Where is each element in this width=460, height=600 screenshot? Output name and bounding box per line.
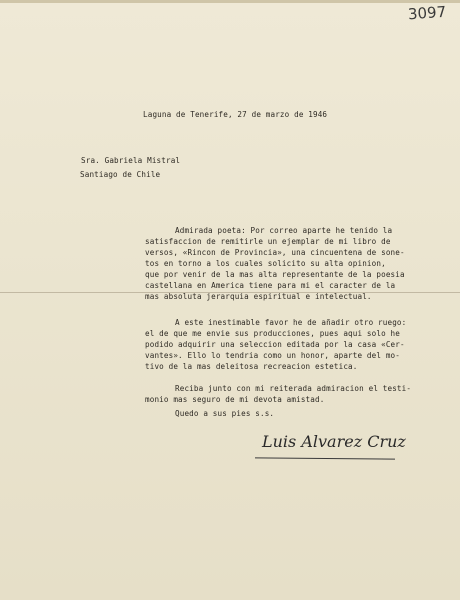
recipient-name: Sra. Gabriela Mistral [81, 156, 181, 165]
body-line: que por venir de la mas alta representante de la poesia [145, 270, 405, 279]
closing-line: Quedo a sus pies s.s. [175, 409, 275, 418]
archive-number: 3097 [407, 2, 447, 24]
body-line: versos, «Rincon de Provincia», una cincuentena de sone- [145, 248, 405, 257]
body-line: monio mas seguro de mi devota amistad. [145, 395, 325, 404]
body-line: podido adquirir una seleccion editada por la casa «Cer- [145, 340, 405, 349]
body-line: satisfaccion de remitirle un ejemplar de mi libro de [145, 237, 391, 246]
recipient-city: Santiago de Chile [80, 170, 161, 179]
handwritten-signature: Luis Alvarez Cruz [262, 432, 406, 451]
body-line: tivo de la mas deleitosa recreacion estetica. [145, 362, 358, 371]
body-line: castellana en America tiene para mi el caracter de la [145, 281, 396, 290]
body-line: mas absoluta jerarquia espiritual e intelectual. [145, 292, 372, 301]
body-line: Admirada poeta: Por correo aparte he tenido la [175, 226, 393, 235]
body-line: vantes». Ello lo tendria como un honor, aparte del mo- [145, 351, 400, 360]
body-line: A este inestimable favor he de añadir otro ruego: [175, 318, 407, 327]
date-line: Laguna de Tenerife, 27 de marzo de 1946 [143, 110, 328, 119]
body-line: Reciba junto con mi reiterada admiracion el testi- [175, 384, 412, 393]
body-line: el de que me envie sus producciones, pues aqui solo he [145, 329, 400, 338]
top-edge [0, 0, 460, 3]
body-line: tos en torno a los cuales solicito su alta opinion, [145, 259, 386, 268]
signature-underline [255, 457, 395, 459]
